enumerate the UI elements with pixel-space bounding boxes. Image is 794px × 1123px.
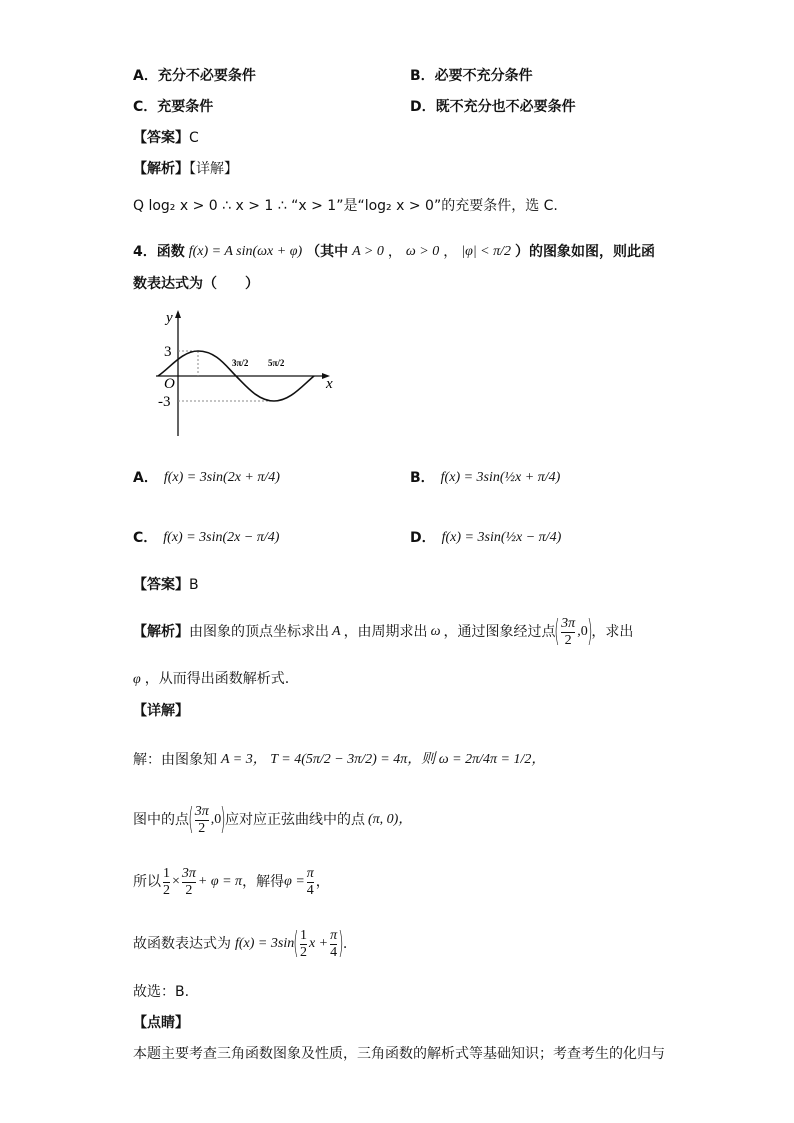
comment-tag: 【点睛】: [133, 1015, 189, 1031]
option-expr: f(x) = 3sin(½x + π/4): [440, 470, 561, 485]
q4-option-c: [133, 518, 279, 558]
q4-option-a: [133, 458, 280, 498]
answer-tag: 【答案】: [133, 577, 189, 593]
q3-answer-line: [133, 131, 199, 145]
answer-value: B: [189, 577, 199, 593]
solution-line-1: [133, 738, 545, 782]
q4-option-b: [410, 458, 560, 498]
analysis-text: ，求出: [591, 624, 634, 640]
y-label: y: [166, 310, 173, 326]
question-number: 4．: [133, 244, 157, 260]
option-expr: f(x) = 3sin(½x − π/4): [441, 530, 562, 545]
analysis-text: ，通过图象经过点: [443, 624, 556, 640]
stem-text-3: ）的图象如图，则此函: [515, 244, 656, 260]
solution-text: 故函数表达式为: [133, 936, 231, 952]
q3-reason: [133, 199, 558, 213]
option-b: B．必要不充分条件: [410, 68, 533, 84]
q4-analysis-line2: φ ，从而得出函数解析式.: [133, 671, 290, 687]
solution-text: 应对应正弦曲线中的点: [224, 812, 365, 828]
solution-text: ，解得: [242, 874, 285, 890]
solution-expr: A = 3， T = 4(5π/2 − 3π/2) = 4π，则 ω = 2π/4π = 1/2，: [221, 752, 546, 767]
solution-point: (π, 0)，: [367, 812, 413, 827]
stem-function: f(x) = A sin(ωx + φ): [188, 244, 303, 259]
q4-stem-line2: 数表达式为（ ）: [133, 276, 259, 292]
option-label: B．: [410, 470, 435, 486]
x-label: x: [326, 376, 333, 392]
analysis-tag: 【解析】: [133, 624, 189, 640]
option-expr: f(x) = 3sin(2x + π/4): [163, 470, 280, 485]
q4-analysis-line: 【解析】 由图象的顶点坐标求出 A ，由周期求出 ω ，通过图象经过点 ( $\frac{3\pi}{2}$ ,0 ) ，求出: [133, 614, 634, 649]
option-a: A．充分不必要条件: [133, 68, 256, 84]
tick-5pi-2: 5π/2: [268, 358, 285, 368]
reason-text: Q log₂ x > 0 ∴ x > 1 ∴ “x > 1”是“log₂ x > 0”的充要条件，选 C.: [133, 198, 558, 214]
tick-3pi-2: 3π/2: [232, 358, 249, 368]
q4-answer-line: [133, 578, 199, 592]
stem-text-2: （其中: [306, 244, 349, 260]
y-min-label: -3: [158, 394, 171, 410]
option-expr: f(x) = 3sin(2x − π/4): [163, 530, 280, 545]
q3-analysis-line: [133, 162, 238, 176]
origin-label: O: [164, 376, 175, 392]
solution-line-5: 故选：B.: [133, 984, 190, 1000]
detail-tag: 【详解】: [189, 161, 238, 177]
answer-value: C: [189, 130, 199, 146]
option-c: C．充要条件: [133, 99, 214, 115]
condition-a: A > 0: [352, 244, 384, 259]
analysis-text: ，从而得出函数解析式.: [144, 671, 290, 687]
solution-line-4: 故函数表达式为 f(x) = 3sin ( $\frac{1}{2}$ x + $\frac{\pi}{4}$ ) .: [133, 926, 348, 961]
sine-graph: [140, 308, 340, 440]
solution-line-3: 所以 $\frac{1}{2}$ × $\frac{3\pi}{2}$ + φ = π ，解得 φ = $\frac{\pi}{4}$ ，: [133, 866, 330, 898]
analysis-text: 由图象的顶点坐标求出: [189, 624, 329, 640]
solution-line-2: 图中的点 ( $\frac{3\pi}{2}$ ,0 ) 应对应正弦曲线中的点 (π, 0)，: [133, 802, 413, 837]
stem-text: 函数: [156, 244, 185, 260]
solution-text: 图中的点: [133, 812, 189, 828]
y-max-label: 3: [164, 344, 172, 360]
y-axis-arrow: [175, 310, 181, 318]
solution-text: 解：由图象知: [133, 752, 217, 768]
q4-stem: 4． 函数 f(x) = A sin(ωx + φ) （其中 A > 0 ， ω > 0 ， |φ| < π/2 ）的图象如图，则此函: [133, 244, 656, 260]
q4-detail-tag: 【详解】: [133, 703, 189, 719]
option-label: D．: [410, 530, 436, 546]
option-label: C．: [133, 530, 158, 546]
q4-option-d: [410, 518, 561, 558]
answer-tag: 【答案】: [133, 130, 189, 146]
option-d: D．既不充分也不必要条件: [410, 99, 576, 115]
analysis-tag: 【解析】: [133, 161, 189, 177]
option-label: A．: [133, 470, 158, 486]
comment-text: 本题主要考查三角函数图象及性质，三角函数的解析式等基础知识；考查考生的化归与: [133, 1046, 665, 1062]
condition-omega: ω > 0: [405, 244, 440, 259]
condition-phi: |φ| < π/2: [461, 244, 512, 259]
analysis-text: ，由周期求出: [343, 624, 428, 640]
solution-text: 所以: [133, 874, 161, 890]
